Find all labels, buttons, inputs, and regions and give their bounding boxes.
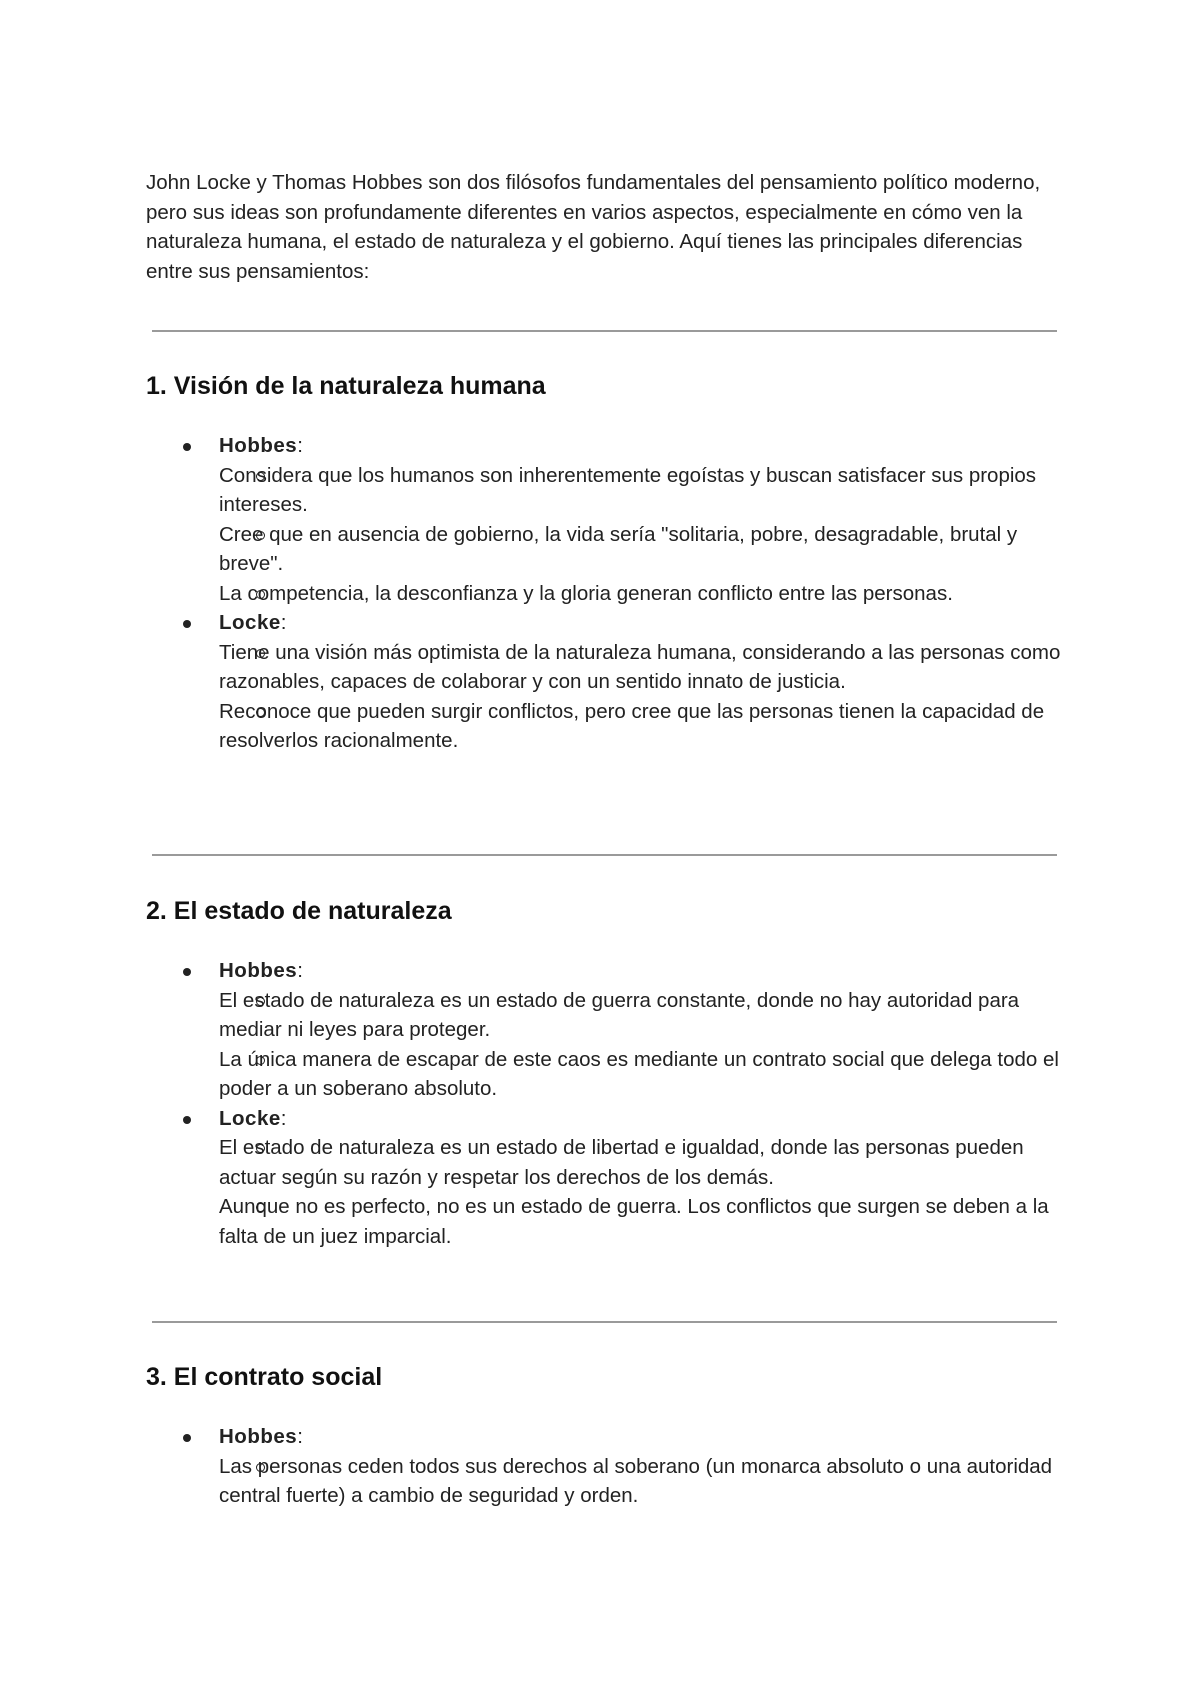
author-item-hobbes	[146, 1422, 1076, 1511]
point-text: La única manera de escapar de este caos es mediante un contrato social que delega todo el poder a un soberano absoluto.	[219, 1047, 1059, 1100]
author-name: Locke	[219, 611, 281, 634]
bullet-icon	[183, 1116, 191, 1124]
point-list	[146, 1133, 1076, 1251]
circle-bullet-icon	[256, 1463, 265, 1472]
section-heading: 2. El estado de naturaleza	[146, 897, 452, 925]
author-item-locke	[146, 608, 1076, 756]
list-item	[146, 697, 1076, 756]
point-text: Considera que los humanos son inherentemente egoístas y buscan satisfacer sus propios intereses.	[219, 463, 1037, 516]
section-list	[146, 431, 1076, 756]
intro-paragraph: John Locke y Thomas Hobbes son dos filósofos fundamentales del pensamiento político moderno, pero sus ideas son profundamente diferentes en varios aspectos, especialmente en cómo ven la naturaleza humana, el estado de naturaleza y el gobierno. Aquí tienes las principales diferencias entre sus pensamientos:	[146, 171, 1041, 283]
circle-bullet-icon	[256, 590, 265, 599]
circle-bullet-icon	[256, 649, 265, 658]
author-suffix: :	[280, 1106, 287, 1130]
author-suffix: :	[297, 434, 303, 457]
point-text: Tiene una visión más optimista de la naturaleza humana, considerando a las personas como razonables, capaces de colaborar y con un sentido innato de justicia.	[219, 640, 1061, 693]
point-list	[146, 1452, 1076, 1511]
list-item	[146, 1192, 1076, 1251]
bullet-icon	[183, 1434, 191, 1442]
list-item	[146, 520, 1076, 579]
horizontal-rule	[152, 1321, 1057, 1323]
section-heading: 3. El contrato social	[146, 1363, 383, 1391]
author-item-hobbes	[146, 431, 1076, 608]
point-text: El estado de naturaleza es un estado de libertad e igualdad, donde las personas pueden actuar según su razón y respetar los derechos de los demás.	[219, 1136, 1024, 1189]
author-suffix: :	[280, 611, 287, 634]
point-text: Cree que en ausencia de gobierno, la vida sería "solitaria, pobre, desagradable, brutal y breve".	[219, 522, 1018, 575]
bullet-icon	[183, 620, 191, 628]
circle-bullet-icon	[256, 1144, 265, 1153]
section-heading: 1. Visión de la naturaleza humana	[146, 372, 546, 400]
author-name: Locke	[219, 1106, 281, 1130]
point-text: Reconoce que pueden surgir conflictos, pero cree que las personas tienen la capacidad de resolverlos racionalmente.	[219, 699, 1045, 752]
point-list	[146, 461, 1076, 609]
author-name: Hobbes	[219, 959, 298, 982]
list-item	[146, 1045, 1076, 1104]
point-text: Aunque no es perfecto, no es un estado de guerra. Los conflictos que surgen se deben a la falta de un juez imparcial.	[219, 1195, 1049, 1248]
circle-bullet-icon	[256, 472, 265, 481]
document-page	[146, 168, 1066, 1507]
author-item-locke	[146, 1104, 1076, 1252]
section-list	[146, 956, 1076, 1251]
point-text: Las personas ceden todos sus derechos al soberano (un monarca absoluto o una autoridad central fuerte) a cambio de seguridad y orden.	[219, 1454, 1053, 1507]
circle-bullet-icon	[256, 1056, 265, 1065]
list-item	[146, 1133, 1076, 1192]
list-item	[146, 986, 1076, 1045]
list-item	[146, 1452, 1076, 1511]
author-suffix: :	[297, 1425, 303, 1448]
bullet-icon	[183, 968, 191, 976]
circle-bullet-icon	[256, 1203, 265, 1212]
author-item-hobbes	[146, 956, 1076, 1104]
list-item	[146, 461, 1076, 520]
list-item	[146, 638, 1076, 697]
author-suffix: :	[297, 959, 303, 982]
author-name: Hobbes	[219, 1425, 298, 1448]
author-name: Hobbes	[219, 434, 298, 457]
horizontal-rule	[152, 330, 1057, 332]
section-list	[146, 1422, 1076, 1511]
circle-bullet-icon	[256, 708, 265, 717]
horizontal-rule	[152, 854, 1057, 856]
circle-bullet-icon	[256, 531, 265, 540]
point-list	[146, 638, 1076, 756]
point-text: El estado de naturaleza es un estado de guerra constante, donde no hay autoridad para mediar ni leyes para proteger.	[219, 988, 1020, 1041]
bullet-icon	[183, 443, 191, 451]
point-text: La competencia, la desconfianza y la gloria generan conflicto entre las personas.	[219, 581, 953, 605]
list-item	[146, 579, 1076, 609]
circle-bullet-icon	[256, 997, 265, 1006]
point-list	[146, 986, 1076, 1104]
